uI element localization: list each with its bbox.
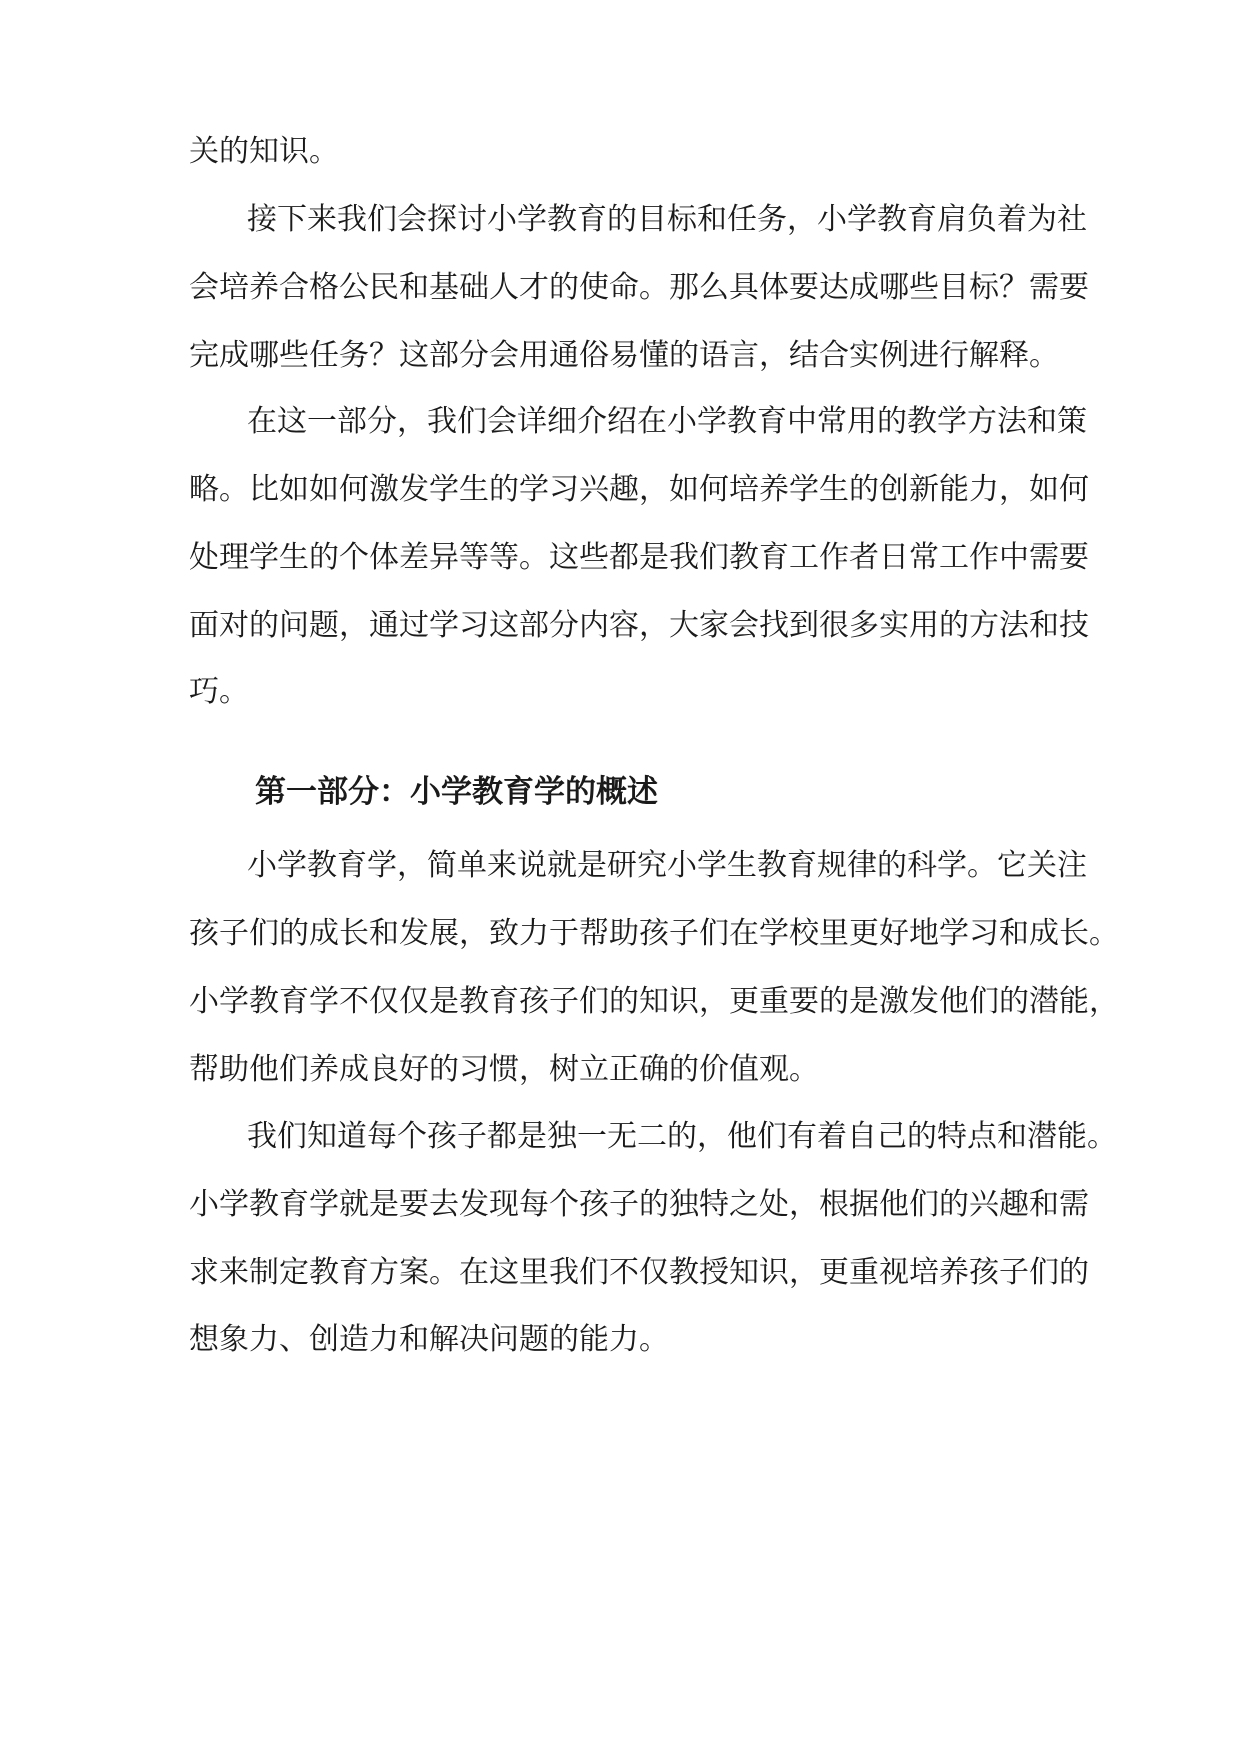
paragraph-line: 处理学生的个体差异等等。这些都是我们教育工作者日常工作中需要 [189, 540, 1089, 575]
paragraph-line: 我们知道每个孩子都是独一无二的，他们有着自己的特点和潜能。 [247, 1119, 1117, 1154]
paragraph-line: 小学教育学不仅仅是教育孩子们的知识，更重要的是激发他们的潜能， [189, 984, 1119, 1019]
section-heading: 第一部分：小学教育学的概述 [255, 774, 658, 810]
paragraph-line: 小学教育学，简单来说就是研究小学生教育规律的科学。它关注 [247, 848, 1087, 883]
paragraph-line: 求来制定教育方案。在这里我们不仅教授知识，更重视培养孩子们的 [189, 1255, 1089, 1290]
paragraph-line: 孩子们的成长和发展，致力于帮助孩子们在学校里更好地学习和成长。 [189, 916, 1119, 951]
paragraph-line: 小学教育学就是要去发现每个孩子的独特之处，根据他们的兴趣和需 [189, 1187, 1089, 1222]
paragraph-line: 接下来我们会探讨小学教育的目标和任务，小学教育肩负着为社 [247, 202, 1087, 237]
paragraph-line: 想象力、创造力和解决问题的能力。 [189, 1322, 669, 1357]
paragraph-line: 巧。 [189, 674, 249, 709]
paragraph-line: 关的知识。 [189, 134, 339, 169]
paragraph-line: 在这一部分，我们会详细介绍在小学教育中常用的教学方法和策 [247, 404, 1087, 439]
paragraph-line: 完成哪些任务？这部分会用通俗易懂的语言，结合实例进行解释。 [189, 338, 1059, 373]
paragraph-line: 略。比如如何激发学生的学习兴趣，如何培养学生的创新能力，如何 [189, 472, 1089, 507]
paragraph-line: 面对的问题，通过学习这部分内容，大家会找到很多实用的方法和技 [189, 608, 1089, 643]
paragraph-line: 帮助他们养成良好的习惯，树立正确的价值观。 [189, 1052, 819, 1087]
paragraph-line: 会培养合格公民和基础人才的使命。那么具体要达成哪些目标？需要 [189, 270, 1089, 305]
